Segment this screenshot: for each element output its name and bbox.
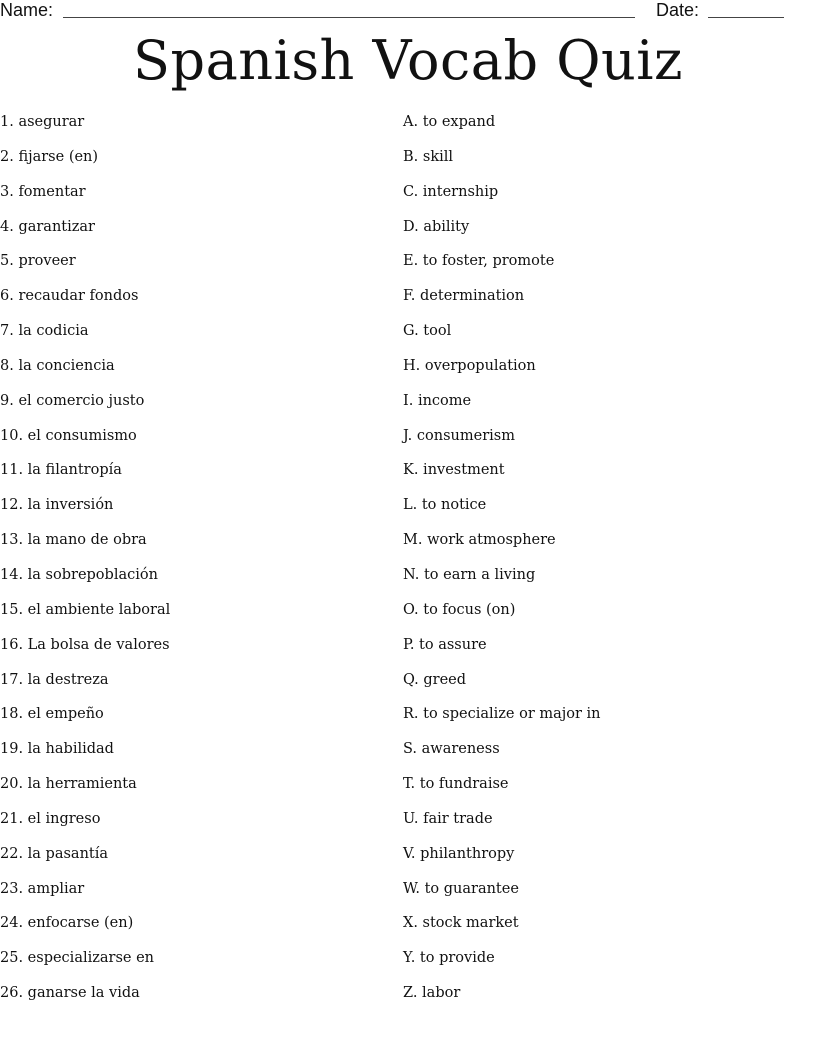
term-item: 8. la conciencia (0, 357, 115, 374)
definition-item: H. overpopulation (403, 357, 536, 374)
term-item: 21. el ingreso (0, 810, 101, 827)
definition-item: F. determination (403, 288, 525, 305)
definition-item: W. to guarantee (403, 880, 519, 897)
definition-item: B. skill (403, 148, 454, 165)
definition-item: K. investment (403, 462, 505, 479)
definition-item: Z. labor (403, 985, 461, 1002)
term-item: 22. la pasantía (0, 845, 109, 862)
term-item: 2. fijarse (en) (0, 148, 99, 165)
term-item: 9. el comercio justo (0, 392, 145, 409)
date-blank-line (708, 17, 784, 18)
definition-item: X. stock market (403, 915, 519, 932)
term-item: 10. el consumismo (0, 427, 137, 444)
term-item: 16. La bolsa de valores (0, 636, 170, 653)
definition-item: C. internship (403, 183, 499, 200)
definition-item: N. to earn a living (403, 566, 536, 583)
term-item: 5. proveer (0, 253, 76, 270)
definition-item: L. to notice (403, 497, 487, 514)
definition-item: E. to foster, promote (403, 253, 555, 270)
term-item: 25. especializarse en (0, 950, 154, 967)
terms-list (0, 112, 390, 1018)
definition-item: I. income (403, 392, 472, 409)
term-item: 12. la inversión (0, 497, 114, 514)
date-label: Date: (656, 0, 700, 20)
term-item: 20. la herramienta (0, 776, 137, 793)
definition-item: O. to focus (on) (403, 601, 516, 618)
page-title: Spanish Vocab Quiz (133, 29, 683, 92)
term-item: 18. el empeño (0, 706, 104, 723)
definition-item: S. awareness (403, 741, 500, 758)
term-item: 6. recaudar fondos (0, 288, 139, 305)
term-item: 1. asegurar (0, 114, 85, 130)
definition-item: P. to assure (403, 636, 487, 653)
definition-item: M. work atmosphere (403, 532, 556, 549)
header (0, 0, 816, 22)
definition-item: A. to expand (403, 114, 496, 130)
definition-item: V. philanthropy (403, 845, 515, 862)
definition-item: U. fair trade (403, 810, 493, 827)
definition-item: R. to specialize or major in (403, 706, 601, 723)
term-item: 11. la filantropía (0, 462, 122, 479)
definition-item: T. to fundraise (403, 776, 509, 793)
term-item: 14. la sobrepoblación (0, 566, 158, 583)
definition-item: D. ability (403, 218, 470, 235)
term-item: 3. fomentar (0, 183, 86, 200)
name-blank-line (63, 17, 635, 18)
term-item: 19. la habilidad (0, 741, 114, 758)
definition-item: Q. greed (403, 671, 467, 688)
term-item: 13. la mano de obra (0, 532, 147, 549)
term-item: 15. el ambiente laboral (0, 601, 171, 618)
definition-item: G. tool (403, 323, 452, 340)
term-item: 24. enfocarse (en) (0, 915, 134, 932)
term-item: 23. ampliar (0, 880, 85, 897)
term-item: 26. ganarse la vida (0, 985, 140, 1002)
definition-item: J. consumerism (403, 427, 515, 444)
term-item: 4. garantizar (0, 218, 95, 235)
definitions-list (403, 112, 803, 1018)
term-item: 7. la codicia (0, 323, 89, 340)
name-label: Name: (0, 0, 54, 20)
term-item: 17. la destreza (0, 671, 109, 688)
definition-item: Y. to provide (403, 950, 495, 967)
